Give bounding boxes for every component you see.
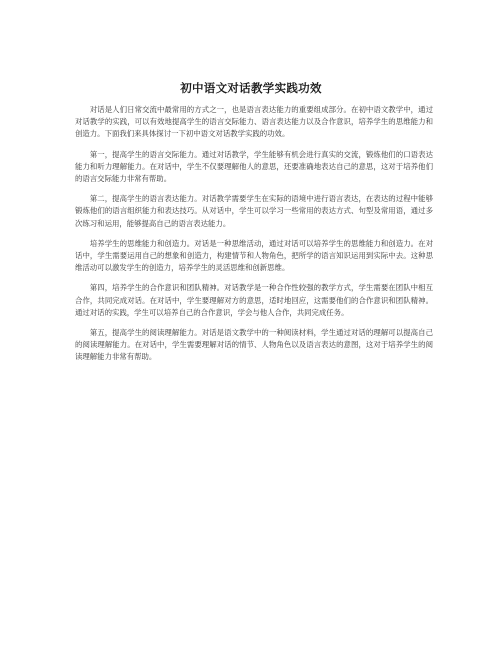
paragraph-fifth: 第五，提高学生的阅读理解能力。对话是语文教学中的一种阅读材料，学生通过对话的理解可以提高自己的阅读理解能力。在对话中，学生需要理解对话的情节、人物角色以及语言表达的意图，这对于培养学生的阅读理解能力非常有帮助。 — [75, 328, 433, 362]
document-title: 初中语文对话教学实践功效 — [180, 81, 322, 95]
paragraph-first: 第一，提高学生的语言交际能力。通过对话教学，学生能够有机会进行真实的交流，锻炼他们的口语表达能力和听力理解能力。在对话中，学生不仅要理解他人的意思，还要准确地表达自己的意思，这对于培养他们的语言交际能力非常有帮助。 — [75, 149, 433, 184]
document-body — [75, 104, 433, 372]
paragraph-second: 第二，提高学生的语言表达能力。对话教学需要学生在实际的语境中进行语言表达，在表达的过程中能够锻炼他们的语言组织能力和表达技巧。从对话中，学生可以学习一些常用的表达方式、句型及常用语，通过多次练习和运用，能够提高自己的语言表达能力。 — [75, 194, 433, 228]
paragraph-intro: 对话是人们日常交流中最常用的方式之一，也是语言表达能力的重要组成部分。在初中语文教学中，通过对话教学的实践，可以有效地提高学生的语言交际能力、语言表达能力以及合作意识，培养学生的思维能力和创造力。下面我们来具体探讨一下初中语文对话教学实践的功效。 — [75, 105, 433, 139]
paragraph-fourth: 第四，培养学生的合作意识和团队精神。对话教学是一种合作性较强的教学方式，学生需要在团队中相互合作，共同完成对话。在对话中，学生要理解对方的意思，适时地回应，这需要他们的合作意识和团队精神。通过对话的实践，学生可以培养自己的合作意识，学会与他人合作，共同完成任务。 — [75, 283, 433, 317]
paragraph-third: 培养学生的思维能力和创造力。对话是一种思维活动，通过对话可以培养学生的思维能力和创造力。在对话中，学生需要运用自己的想象和创造力，构建情节和人物角色，把所学的语言知识运用到实际中去。这种思维活动可以激发学生的创造力，培养学生的灵活思维和创新思维。 — [75, 238, 433, 273]
